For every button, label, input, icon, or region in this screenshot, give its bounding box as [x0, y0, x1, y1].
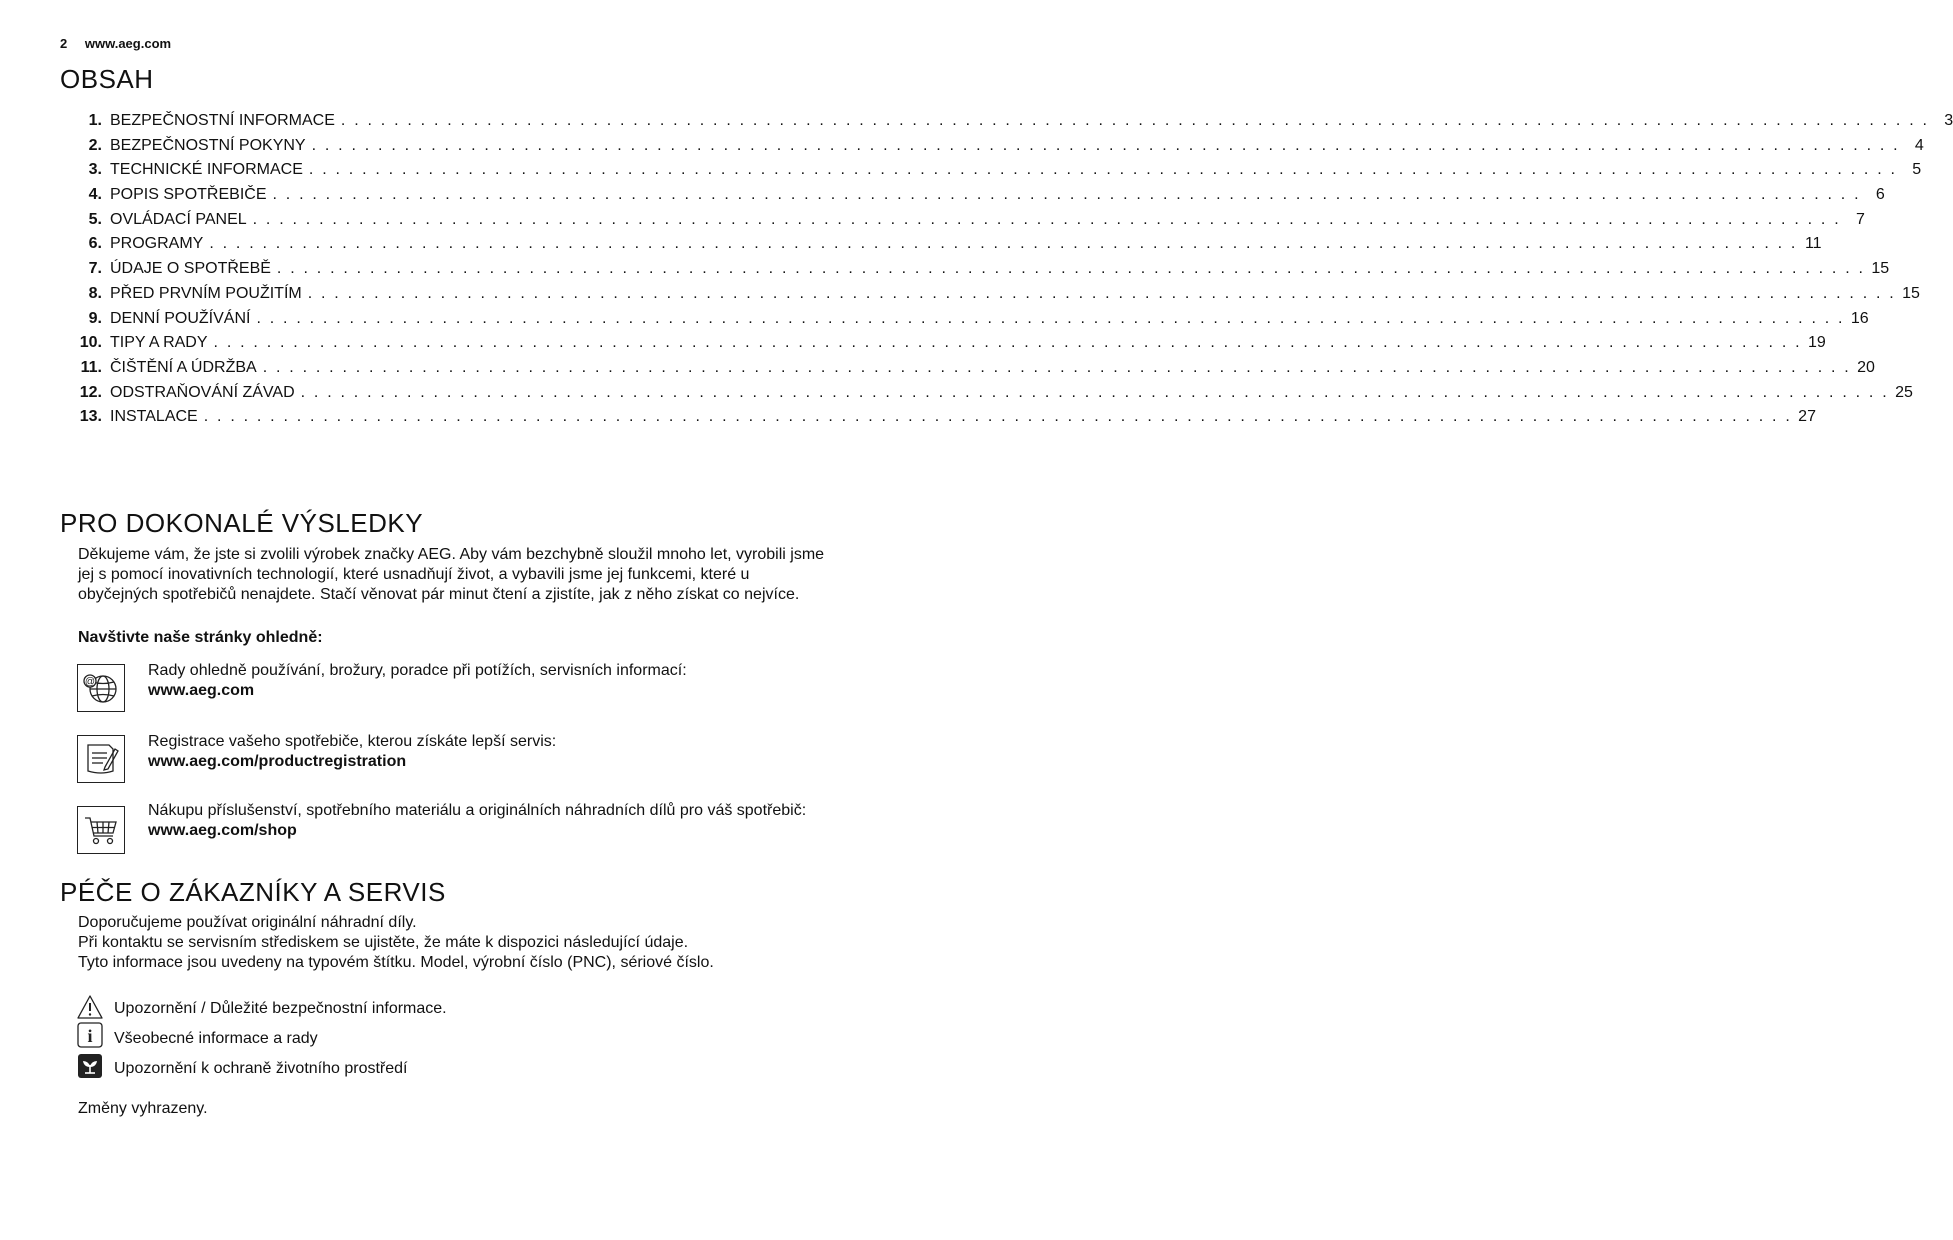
link-description: Nákupu příslušenství, spotřebního materiálu a originálních náhradních dílů pro váš spotřebič: [148, 802, 807, 819]
toc-leader: . . . . . . . . . . . . . . . . . . . . . . . . . . . . . . . . . . . . . . . . . . . . . . . . . . . . . . . . . . . . . . . . . . . . . . . . . . . . . . . . . . . . . . . . . . . . . . . . . . . . . . . . . . . . . . . . . . . . . . . . [308, 161, 1898, 179]
toc-number: 3. [88, 161, 102, 179]
toc-number: 10. [79, 334, 102, 352]
toc-number: 5. [88, 210, 102, 228]
link-description: Registrace vašeho spotřebiče, kterou získáte lepší servis: [148, 733, 557, 750]
link-text-shop [148, 801, 828, 841]
toc-title: OVLÁDACÍ PANEL [110, 210, 247, 228]
toc-page: 6 [1875, 186, 1885, 204]
toc-heading: OBSAH [60, 64, 154, 94]
toc-item[interactable] [76, 334, 1826, 359]
toc-title: BEZPEČNOSTNÍ POKYNY [110, 136, 306, 154]
toc-page: 4 [1914, 136, 1924, 154]
toc-item[interactable] [76, 408, 1816, 433]
toc-item[interactable] [76, 161, 1922, 186]
toc-page: 15 [1871, 260, 1890, 278]
toc-leader: . . . . . . . . . . . . . . . . . . . . . . . . . . . . . . . . . . . . . . . . . . . . . . . . . . . . . . . . . . . . . . . . . . . . . . . . . . . . . . . . . . . . . . . . . . . . . . . . . . . . . . . . . . . . . . . . . . . . . . . . [340, 112, 1930, 129]
toc-page: 16 [1850, 309, 1869, 327]
toc-number: 6. [88, 235, 102, 253]
toc-title: PROGRAMY [110, 235, 204, 253]
toc-number: 8. [88, 284, 102, 302]
toc-leader: . . . . . . . . . . . . . . . . . . . . . . . . . . . . . . . . . . . . . . . . . . . . . . . . . . . . . . . . . . . . . . . . . . . . . . . . . . . . . . . . . . . . . . . . . . . . . . . . . . . . . . . . . . . . . . . . . . . . . . . . [300, 383, 1889, 401]
toc-page: 19 [1807, 334, 1826, 352]
shop-link[interactable]: www.aeg.com/shop [148, 822, 297, 839]
visit-label: Navštivte naše stránky ohledně: [78, 629, 323, 646]
svg-text:i: i [87, 1026, 93, 1046]
page-header [60, 36, 171, 51]
site-link[interactable]: www.aeg.com [84, 36, 172, 51]
toc-page: 15 [1902, 284, 1920, 302]
toc-number: 4. [88, 186, 102, 204]
toc-item[interactable] [76, 383, 1913, 409]
toc-item[interactable] [76, 260, 1890, 285]
toc-number: 13. [79, 408, 102, 426]
toc-item[interactable] [76, 284, 1920, 310]
footer-note: Změny vyhrazeny. [78, 1100, 208, 1117]
toc-title: INSTALACE [110, 408, 198, 426]
globe-at-icon [77, 664, 125, 712]
aeg-link[interactable]: www.aeg.com [148, 682, 255, 699]
toc-leader: . . . . . . . . . . . . . . . . . . . . . . . . . . . . . . . . . . . . . . . . . . . . . . . . . . . . . . . . . . . . . . . . . . . . . . . . . . . . . . . . . . . . . . . . . . . . . . . . . . . . . . . . . . . . . . . . . . . . . . . . [209, 235, 1798, 253]
toc-title: PŘED PRVNÍM POUŽITÍM [110, 284, 302, 302]
toc-item[interactable] [76, 112, 1953, 137]
toc-title: DENNÍ POUŽÍVÁNÍ [110, 309, 251, 327]
care-heading: PÉČE O ZÁKAZNÍKY A SERVIS [60, 877, 446, 907]
toc-number: 9. [88, 309, 102, 327]
toc-item[interactable] [76, 210, 1865, 236]
toc-page: 20 [1857, 358, 1875, 376]
toc-item[interactable] [76, 358, 1875, 384]
toc-number: 11. [80, 358, 102, 376]
warning-triangle-icon [76, 994, 104, 1020]
symbol-text: Všeobecné informace a rady [114, 1030, 318, 1047]
toc-page: 5 [1912, 161, 1922, 179]
toc-page: 7 [1855, 210, 1865, 228]
toc-title: TIPY A RADY [110, 334, 208, 352]
toc-leader: . . . . . . . . . . . . . . . . . . . . . . . . . . . . . . . . . . . . . . . . . . . . . . . . . . . . . . . . . . . . . . . . . . . . . . . . . . . . . . . . . . . . . . . . . . . . . . . . . . . . . . . . . . . . . . . . . . . . . . . . [252, 210, 1841, 228]
results-intro: Děkujeme vám, že jste si zvolili výrobek značky AEG. Aby vám bezchybně sloužil mnoho let, vyrobili jsme jej s pomocí inovativních technologií, které usnadňují život, a vybavili jsme jej funkcemi, které u obyčejných spotřebičů nenajdete. Stačí věnovat pár minut čtení a zjistíte, jak z něho získat co nejvíce. [78, 546, 825, 603]
toc-page: 3 [1944, 112, 1953, 129]
toc-leader: . . . . . . . . . . . . . . . . . . . . . . . . . . . . . . . . . . . . . . . . . . . . . . . . . . . . . . . . . . . . . . . . . . . . . . . . . . . . . . . . . . . . . . . . . . . . . . . . . . . . . . . . . . . . . . . . . . . . . . . . [256, 309, 1845, 327]
toc-item[interactable] [76, 235, 1822, 260]
results-heading: PRO DOKONALÉ VÝSLEDKY [60, 508, 424, 538]
registration-link[interactable]: www.aeg.com/productregistration [148, 753, 407, 770]
toc-leader: . . . . . . . . . . . . . . . . . . . . . . . . . . . . . . . . . . . . . . . . . . . . . . . . . . . . . . . . . . . . . . . . . . . . . . . . . . . . . . . . . . . . . . . . . . . . . . . . . . . . . . . . . . . . . . . . . . . . . . . . [307, 284, 1896, 302]
care-line: Při kontaktu se servisním střediskem se ujistěte, že máte k dispozici následující údaje. [78, 934, 689, 951]
toc-number: 1. [88, 112, 102, 129]
link-description: Rady ohledně používání, brožury, poradce při potížích, servisních informací: [148, 662, 687, 679]
toc-number: 12. [79, 383, 102, 401]
shopping-cart-icon [77, 806, 125, 854]
toc-page: 25 [1895, 383, 1913, 401]
toc-page: 11 [1804, 235, 1822, 253]
toc-leader: . . . . . . . . . . . . . . . . . . . . . . . . . . . . . . . . . . . . . . . . . . . . . . . . . . . . . . . . . . . . . . . . . . . . . . . . . . . . . . . . . . . . . . . . . . . . . . . . . . . . . . . . . . . . . . . . . . . . . . . . [272, 186, 1861, 204]
toc-title: ČIŠTĚNÍ A ÚDRŽBA [110, 358, 257, 376]
toc-number: 7. [88, 260, 102, 278]
environment-leaf-icon [76, 1053, 104, 1079]
link-text-usage [148, 661, 828, 701]
toc-leader: . . . . . . . . . . . . . . . . . . . . . . . . . . . . . . . . . . . . . . . . . . . . . . . . . . . . . . . . . . . . . . . . . . . . . . . . . . . . . . . . . . . . . . . . . . . . . . . . . . . . . . . . . . . . . . . . . . . . . . . . [311, 136, 1900, 154]
toc-item[interactable] [76, 186, 1885, 211]
symbol-text: Upozornění / Důležité bezpečnostní informace. [114, 1000, 447, 1017]
toc-item[interactable] [76, 309, 1869, 335]
info-icon [76, 1022, 104, 1048]
toc-page: 27 [1798, 408, 1816, 426]
toc-title: BEZPEČNOSTNÍ INFORMACE [110, 112, 335, 129]
care-line: Doporučujeme používat originální náhradní díly. [78, 914, 417, 931]
toc-title: POPIS SPOTŘEBIČE [110, 186, 267, 204]
toc-item[interactable] [76, 136, 1924, 162]
toc-leader: . . . . . . . . . . . . . . . . . . . . . . . . . . . . . . . . . . . . . . . . . . . . . . . . . . . . . . . . . . . . . . . . . . . . . . . . . . . . . . . . . . . . . . . . . . . . . . . . . . . . . . . . . . . . . . . . . . . . . . . . [262, 358, 1851, 376]
link-text-registration [148, 732, 828, 772]
toc-leader: . . . . . . . . . . . . . . . . . . . . . . . . . . . . . . . . . . . . . . . . . . . . . . . . . . . . . . . . . . . . . . . . . . . . . . . . . . . . . . . . . . . . . . . . . . . . . . . . . . . . . . . . . . . . . . . . . . . . . . . . [213, 334, 1802, 352]
svg-text:@: @ [84, 676, 96, 688]
toc-title: ÚDAJE O SPOTŘEBĚ [110, 260, 271, 278]
toc-title: TECHNICKÉ INFORMACE [110, 161, 303, 179]
toc-title: ODSTRAŇOVÁNÍ ZÁVAD [110, 383, 295, 401]
toc-leader: . . . . . . . . . . . . . . . . . . . . . . . . . . . . . . . . . . . . . . . . . . . . . . . . . . . . . . . . . . . . . . . . . . . . . . . . . . . . . . . . . . . . . . . . . . . . . . . . . . . . . . . . . . . . . . . . . . . . . . . . [203, 408, 1792, 426]
toc-leader: . . . . . . . . . . . . . . . . . . . . . . . . . . . . . . . . . . . . . . . . . . . . . . . . . . . . . . . . . . . . . . . . . . . . . . . . . . . . . . . . . . . . . . . . . . . . . . . . . . . . . . . . . . . . . . . . . . . . . . . . [276, 260, 1866, 278]
table-of-contents [76, 112, 1953, 433]
page-number: 2 [60, 36, 68, 51]
symbol-text: Upozornění k ochraně životního prostředí [114, 1060, 408, 1077]
toc-number: 2. [88, 136, 102, 154]
registration-form-icon [77, 735, 125, 783]
care-line: Tyto informace jsou uvedeny na typovém štítku. Model, výrobní číslo (PNC), sériové číslo. [78, 954, 714, 971]
